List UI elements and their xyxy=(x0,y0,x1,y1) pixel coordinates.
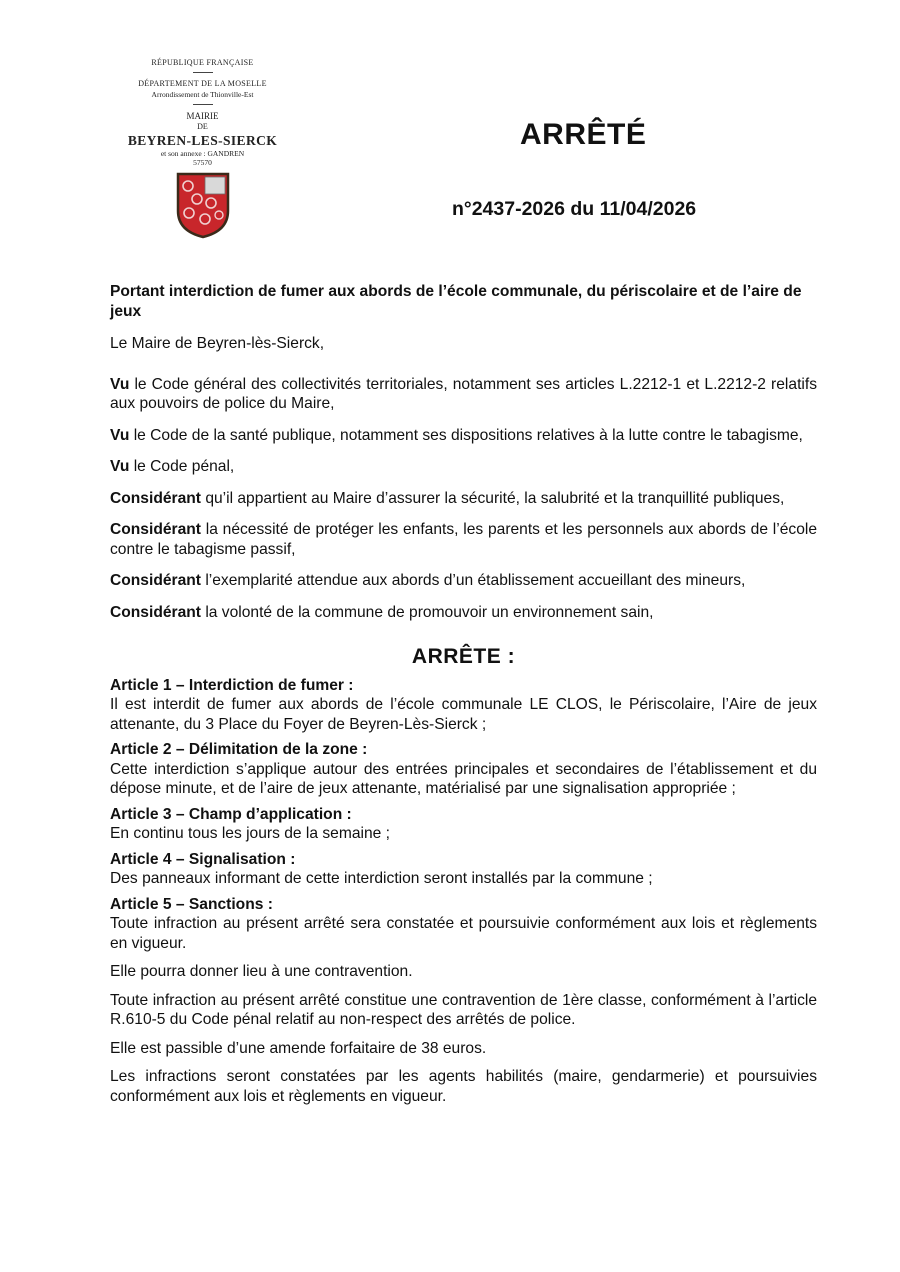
mayor-line: Le Maire de Beyren-lès-Sierck, xyxy=(110,335,325,352)
letterhead-divider xyxy=(193,104,213,105)
letterhead-annex: et son annexe : GANDREN xyxy=(160,149,245,158)
recital-text: qu’il appartient au Maire d’assurer la sécurité, la salubrité et la tranquillité publiques, xyxy=(200,489,785,507)
article-title: Article 5 – Sanctions : xyxy=(110,895,273,913)
article-text: Des panneaux informant de cette interdiction seront installés par la commune ; xyxy=(110,870,653,887)
article-text: Il est interdit de fumer aux abords de l’école communale LE CLOS, le Périscolaire, l’Aire de jeux attenante, du 3 Place du Foyer de Beyren-Lès-Sierck ; xyxy=(110,696,817,733)
letterhead-arrondissement: Arrondissement de Thionville-Est xyxy=(151,90,254,99)
article-text: Toute infraction au présent arrêté sera constatée et poursuivie conformément aux lois et règlements en vigueur. xyxy=(110,915,817,952)
sanctions-paragraph: Toute infraction au présent arrêté constitue une contravention de 1ère classe, conformément à l’article R.610-5 du Code pénal relatif au non-respect des arrêtés de police. xyxy=(110,991,817,1028)
article-title: Article 4 – Signalisation : xyxy=(110,850,296,868)
recital-keyword: Considérant xyxy=(110,572,201,589)
document-number: n°2437-2026 du 11/04/2026 xyxy=(452,198,697,220)
sanctions-paragraph: Les infractions seront constatées par les agents habilités (maire, gendarmerie) et poursuivies conformément aux lois et règlements en vigueur. xyxy=(110,1068,817,1105)
recital-text: la nécessité de protéger les enfants, les parents et les personnels aux abords de l’école contre le tabagisme passif, xyxy=(110,521,817,558)
recital-text: le Code pénal, xyxy=(129,458,235,475)
letterhead-divider xyxy=(193,72,213,73)
recital xyxy=(110,457,817,477)
recital xyxy=(110,603,817,623)
recital-keyword: Vu xyxy=(110,375,130,393)
decree-heading: ARRÊTE : xyxy=(411,645,516,668)
recital xyxy=(110,426,817,446)
recital-text: l’exemplarité attendue aux abords d’un établissement accueillant des mineurs, xyxy=(200,572,746,589)
article xyxy=(110,676,817,735)
article-title: Article 1 – Interdiction de fumer : xyxy=(110,676,354,694)
article-title: Article 3 – Champ d’application : xyxy=(110,805,352,823)
coat-of-arms-icon xyxy=(175,171,231,239)
recital-keyword: Considérant xyxy=(110,521,201,538)
recital-keyword: Vu xyxy=(110,426,130,444)
document-body xyxy=(110,282,817,1115)
article xyxy=(110,895,817,954)
letterhead xyxy=(110,57,295,239)
recital xyxy=(110,489,817,509)
letterhead-republic: RÉPUBLIQUE FRANÇAISE xyxy=(151,58,254,67)
letterhead-department: DÉPARTEMENT DE LA MOSELLE xyxy=(138,79,267,88)
sanctions-paragraph: Elle est passible d’une amende forfaitaire de 38 euros. xyxy=(110,1039,487,1057)
article xyxy=(110,805,817,844)
letterhead-postcode: 57570 xyxy=(193,158,212,167)
recital xyxy=(110,520,817,559)
article-title: Article 2 – Délimitation de la zone : xyxy=(110,741,368,758)
recital xyxy=(110,375,817,414)
recital xyxy=(110,571,817,591)
recital-keyword: Vu xyxy=(110,458,130,475)
recital-keyword: Considérant xyxy=(110,603,201,621)
article-text: Cette interdiction s’applique autour des entrées principales et secondaires de l’établissement et du dépose minute, et de l’aire de jeux attenante, matérialisé par une signalisation appropriée ; xyxy=(110,760,817,797)
article-text: En continu tous les jours de la semaine ; xyxy=(110,825,390,842)
sanctions-paragraph: Elle pourra donner lieu à une contravention. xyxy=(110,963,413,980)
document-subject: Portant interdiction de fumer aux abords de l’école communale, du périscolaire et de l’aire de jeux xyxy=(110,283,802,320)
article xyxy=(110,850,817,889)
letterhead-de: DE xyxy=(197,122,208,131)
letterhead-mairie: MAIRIE xyxy=(186,111,219,121)
recital-keyword: Considérant xyxy=(110,489,201,507)
recital-text: le Code général des collectivités territoriales, notamment ses articles L.2212-1 et L.2212-2 relatifs aux pouvoirs de police du Maire, xyxy=(110,375,817,412)
letterhead-town: BEYREN-LES-SIERCK xyxy=(127,133,278,148)
recital-text: la volonté de la commune de promouvoir un environnement sain, xyxy=(200,603,654,621)
recital-text: le Code de la santé publique, notamment ses dispositions relatives à la lutte contre le tabagisme, xyxy=(129,426,803,444)
article xyxy=(110,740,817,799)
document-title: ARRÊTÉ xyxy=(520,118,647,151)
